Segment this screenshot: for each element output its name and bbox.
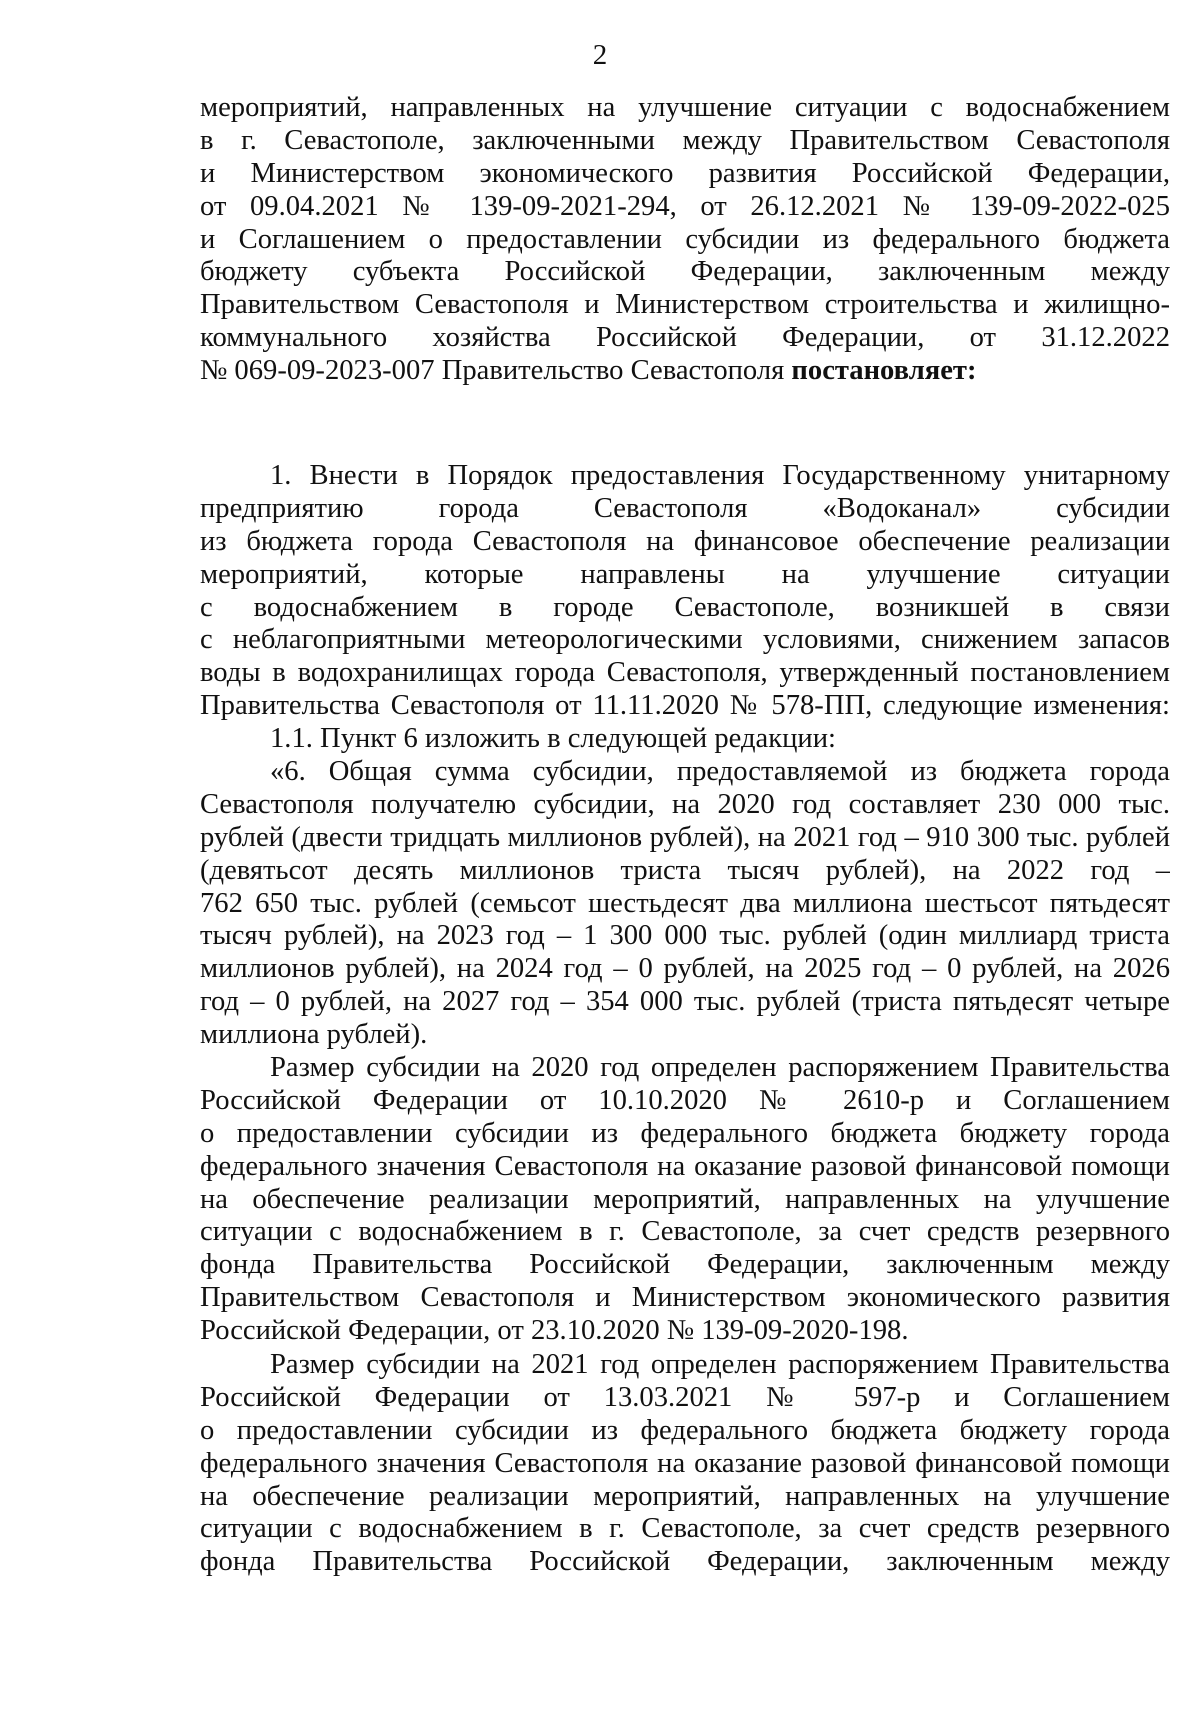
- text-line: рублей (двести тридцать миллионов рублей), на 2021 год – 910 300 тыс. рублей: [200, 821, 1170, 853]
- text-line: коммунального хозяйства Российской Федерации, от 31.12.2022: [200, 322, 1170, 354]
- text-line: фонда Правительства Российской Федерации, заключенным между: [200, 1249, 1170, 1281]
- text-line: миллионов рублей), на 2024 год – 0 рублей, на 2025 год – 0 рублей, на 2026: [200, 953, 1170, 985]
- text-line: на обеспечение реализации мероприятий, направленных на улучшение: [200, 1480, 1170, 1512]
- page-number: 2: [592, 39, 608, 71]
- text-line: воды в водохранилищах города Севастополя, утвержденный постановлением: [200, 657, 1170, 689]
- text-line: от 09.04.2021 № 139-09-2021-294, от 26.12.2021 № 139-09-2022-025: [200, 190, 1170, 222]
- text-line: «6. Общая сумма субсидии, предоставляемой из бюджета города: [270, 756, 1170, 787]
- text-line: с неблагоприятными метеорологическими условиями, снижением запасов: [200, 624, 1170, 656]
- text-line: тысяч рублей), на 2023 год – 1 300 000 тыс. рублей (один миллиард триста: [200, 920, 1170, 952]
- text-line: бюджету субъекта Российской Федерации, заключенным между: [200, 256, 1170, 288]
- text-line: с водоснабжением в городе Севастополе, возникшей в связи: [200, 591, 1170, 623]
- text-line: Севастополя получателю субсидии, на 2020 год составляет 230 000 тыс.: [200, 788, 1170, 820]
- text-line: о предоставлении субсидии из федерального бюджета бюджету города: [200, 1117, 1170, 1149]
- text-line: и Министерством экономического развития Российской Федерации,: [200, 157, 1170, 189]
- text-line: предприятию города Севастополя «Водоканал» субсидии: [200, 492, 1170, 524]
- text-line: (девятьсот десять миллионов триста тысяч рублей), на 2022 год –: [200, 854, 1170, 886]
- text-line: Правительства Севастополя от 11.11.2020 № 578-ПП, следующие изменения:: [200, 690, 1170, 722]
- subsidy-2020-paragraph: [200, 1052, 1170, 1348]
- point-6-paragraph: [200, 756, 1170, 1052]
- resolves-keyword: постановляет:: [791, 355, 977, 387]
- resolution-text: № 069-09-2023-007 Правительство Севастополя: [200, 355, 792, 387]
- text-line: год – 0 рублей, на 2027 год – 354 000 тыс. рублей (триста пятьдесят четыре: [200, 986, 1170, 1018]
- resolution-line: [200, 355, 1170, 388]
- intro-paragraph: [200, 92, 1170, 388]
- text-line: о предоставлении субсидии из федерального бюджета бюджету города: [200, 1414, 1170, 1446]
- text-line: федерального значения Севастополя на оказание разовой финансовой помощи: [200, 1447, 1170, 1479]
- text-line: мероприятий, направленных на улучшение ситуации с водоснабжением: [200, 92, 1170, 123]
- text-line: Правительством Севастополя и Министерством экономического развития: [200, 1282, 1170, 1314]
- text-line: 762 650 тыс. рублей (семьсот шестьдесят два миллиона шестьсот пятьдесят: [200, 887, 1170, 919]
- text-line: миллиона рублей).: [200, 1019, 428, 1051]
- text-line: Российской Федерации, от 23.10.2020 № 139-09-2020-198.: [200, 1315, 909, 1347]
- item-1-1-line: 1.1. Пункт 6 изложить в следующей редакции:: [270, 723, 836, 755]
- text-line: Правительством Севастополя и Министерством строительства и жилищно-: [200, 289, 1170, 321]
- text-line: 1. Внести в Порядок предоставления Государственному унитарному: [270, 460, 1170, 491]
- item-1-paragraph: [200, 460, 1170, 756]
- text-line: из бюджета города Севастополя на финансовое обеспечение реализации: [200, 525, 1170, 557]
- text-line: фонда Правительства Российской Федерации, заключенным между: [200, 1546, 1170, 1578]
- text-line: ситуации с водоснабжением в г. Севастополе, за счет средств резервного: [200, 1216, 1170, 1248]
- text-line: федерального значения Севастополя на оказание разовой финансовой помощи: [200, 1150, 1170, 1182]
- text-line: Российской Федерации от 13.03.2021 № 597-р и Соглашением: [200, 1381, 1170, 1413]
- text-line: ситуации с водоснабжением в г. Севастополе, за счет средств резервного: [200, 1513, 1170, 1545]
- text-line: и Соглашением о предоставлении субсидии из федерального бюджета: [200, 223, 1170, 255]
- text-line: Российской Федерации от 10.10.2020 № 2610-р и Соглашением: [200, 1084, 1170, 1116]
- text-line: на обеспечение реализации мероприятий, направленных на улучшение: [200, 1183, 1170, 1215]
- text-line: Размер субсидии на 2020 год определен распоряжением Правительства: [270, 1052, 1170, 1083]
- subsidy-2021-paragraph: [200, 1349, 1170, 1579]
- text-line: в г. Севастополе, заключенными между Правительством Севастополя: [200, 124, 1170, 156]
- text-line: мероприятий, которые направлены на улучшение ситуации: [200, 558, 1170, 590]
- text-line: Размер субсидии на 2021 год определен распоряжением Правительства: [270, 1349, 1170, 1380]
